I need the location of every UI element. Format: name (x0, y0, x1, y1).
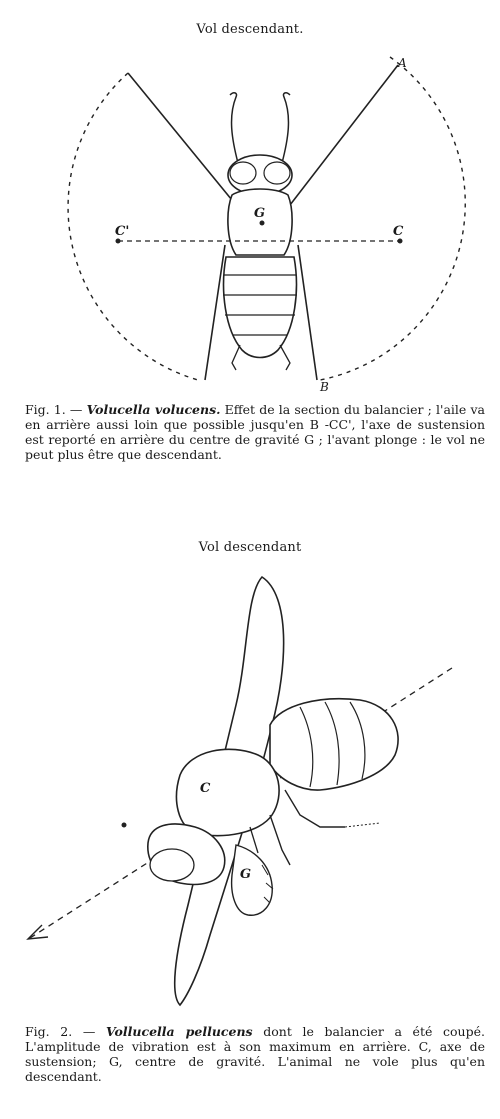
figure2-illustration (0, 565, 500, 1015)
label-C-prime: C' (115, 224, 130, 239)
figure1-number: Fig. 1. — (25, 402, 83, 417)
figure1-text: Effet de la section du balancier ; l'aile va en arrière aussi loin que possible jusqu'en B -CC', l'axe de sustension est reporté en arrière du centre de gravité G ; l'avant plonge : le vol ne peut plus être que descendant. (25, 402, 486, 462)
label-A: A (398, 56, 407, 70)
label-B: B (320, 380, 329, 394)
label-G: G (240, 867, 252, 882)
label-C: C (200, 781, 211, 796)
label-G: G (254, 206, 266, 221)
figure2-caption (25, 1024, 485, 1084)
figure1-heading: Vol descendant. (196, 22, 304, 37)
figure1-caption (25, 402, 485, 462)
figure2-text: dont le balancier a été coupé. L'amplitude de vibration est à son maximum en arrière. C, axe de sustension; G, centre de gravité. L'animal ne vole plus qu'en descendant. (25, 1024, 485, 1084)
figure2-species: Vollucella pellucens (105, 1024, 253, 1039)
label-C: C (393, 224, 404, 239)
figure2-number: Fig. 2. — (25, 1024, 96, 1039)
figure2-heading: Vol descendant (198, 540, 302, 555)
figure1-species: Volucella volucens. (86, 402, 221, 417)
figure1-illustration (0, 45, 500, 395)
